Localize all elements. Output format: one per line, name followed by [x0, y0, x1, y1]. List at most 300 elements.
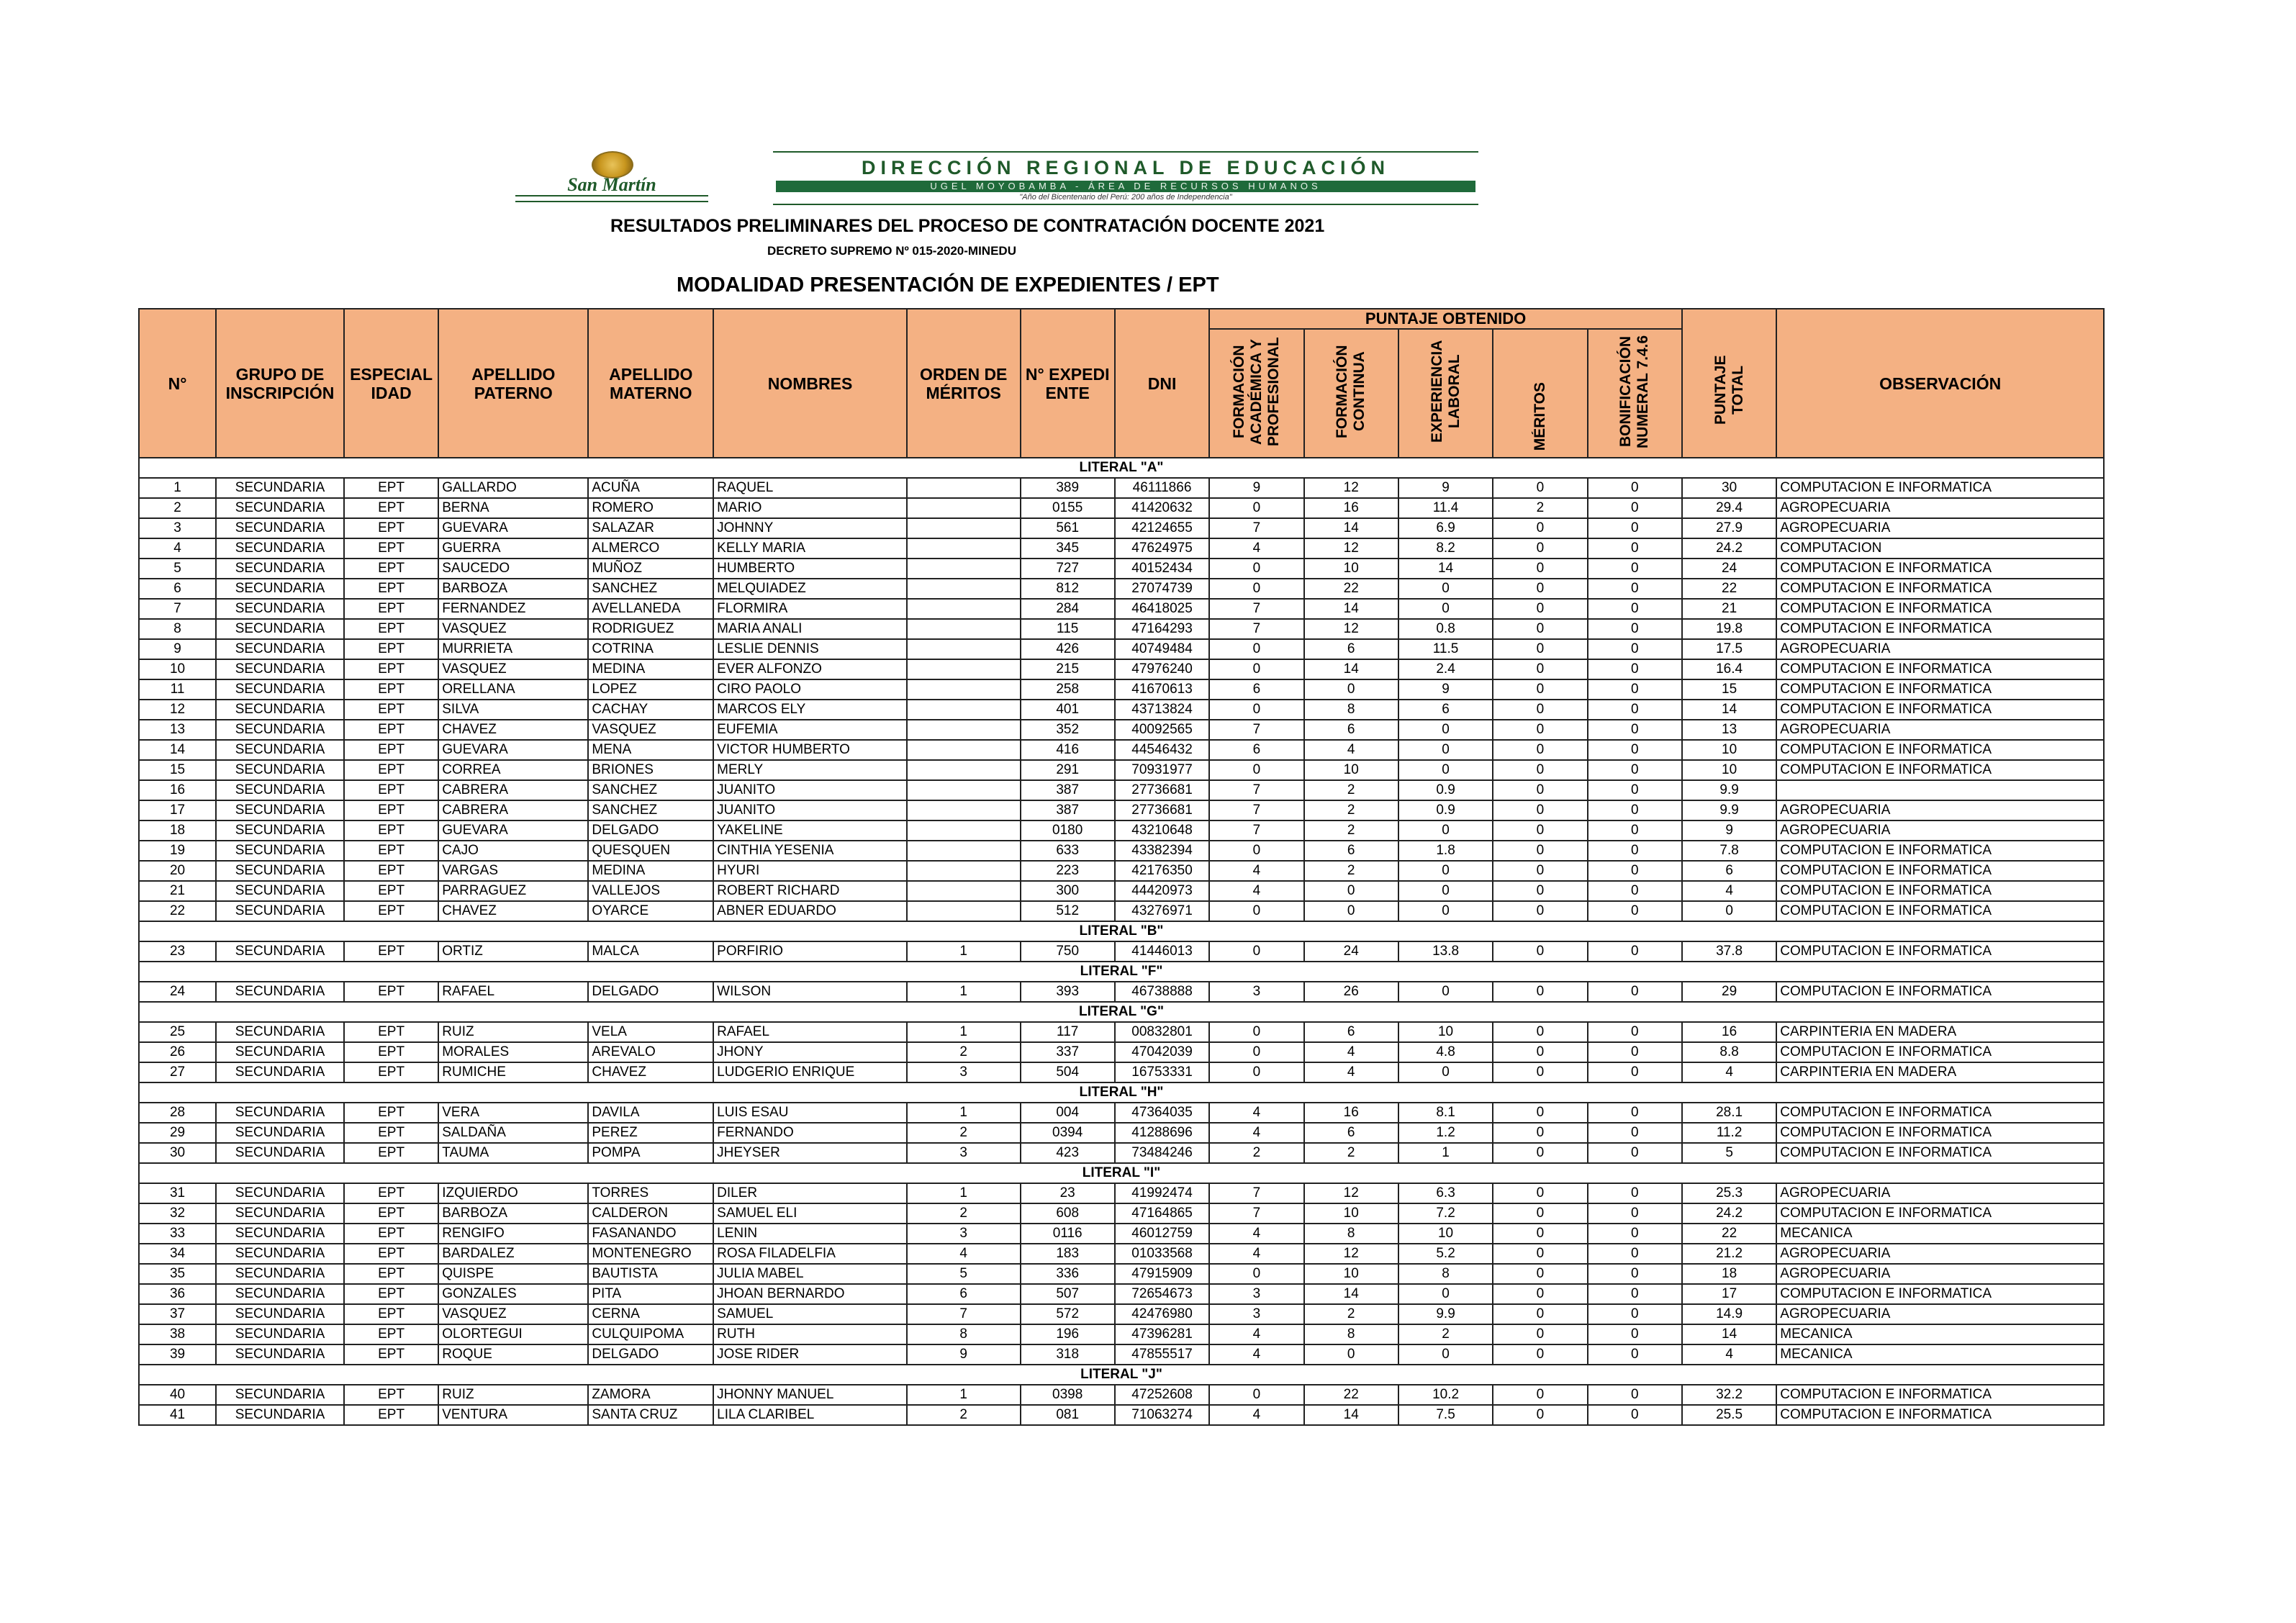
table-cell: LOPEZ	[588, 679, 713, 700]
table-cell: 9.9	[1682, 800, 1776, 820]
table-cell: 47042039	[1115, 1042, 1209, 1062]
table-cell: EPT	[344, 820, 438, 841]
table-cell: 416	[1021, 740, 1115, 760]
table-cell: SECUNDARIA	[216, 800, 344, 820]
table-row	[139, 659, 2104, 679]
table-cell: 115	[1021, 619, 1115, 639]
table-cell: 12	[1304, 1244, 1398, 1264]
table-cell: COMPUTACION E INFORMATICA	[1776, 740, 2104, 760]
table-cell: COMPUTACION E INFORMATICA	[1776, 1203, 2104, 1224]
table-cell: 2	[907, 1405, 1021, 1425]
table-cell: 22	[1682, 1224, 1776, 1244]
table-cell: 36	[139, 1284, 216, 1304]
table-cell: 0	[1209, 941, 1303, 962]
logo-underline	[515, 195, 708, 202]
table-cell: 40	[139, 1385, 216, 1405]
table-cell: 345	[1021, 538, 1115, 559]
table-cell: YAKELINE	[713, 820, 907, 841]
table-cell: 0	[1588, 1042, 1682, 1062]
table-cell: 24	[1682, 559, 1776, 579]
table-row	[139, 538, 2104, 559]
table-cell: 0	[1493, 1143, 1587, 1163]
table-cell: 0	[1493, 982, 1587, 1002]
table-cell: 73484246	[1115, 1143, 1209, 1163]
table-cell: 0	[1493, 478, 1587, 498]
table-cell: 0.9	[1398, 800, 1493, 820]
table-cell: JOHNNY	[713, 518, 907, 538]
table-cell: MERLY	[713, 760, 907, 780]
table-cell: 16	[1304, 498, 1398, 518]
table-cell: 8	[907, 1324, 1021, 1344]
table-cell: 0	[1398, 1284, 1493, 1304]
table-cell: 0	[1493, 1284, 1587, 1304]
table-cell: 300	[1021, 881, 1115, 901]
table-cell: 0	[1588, 1385, 1682, 1405]
table-cell: AGROPECUARIA	[1776, 820, 2104, 841]
table-cell: AGROPECUARIA	[1776, 1244, 2104, 1264]
table-cell: 0	[1588, 1143, 1682, 1163]
table-cell: 6	[1304, 1022, 1398, 1042]
literal-section-row	[139, 962, 2104, 982]
table-cell: 42476980	[1115, 1304, 1209, 1324]
table-cell: RAFAEL	[438, 982, 588, 1002]
table-cell: 6	[1398, 700, 1493, 720]
table-cell: 3	[907, 1224, 1021, 1244]
table-cell: EPT	[344, 760, 438, 780]
table-cell: 13	[139, 720, 216, 740]
table-row	[139, 820, 2104, 841]
table-cell: EUFEMIA	[713, 720, 907, 740]
table-row	[139, 720, 2104, 740]
table-cell: 3	[907, 1062, 1021, 1082]
table-cell: 4	[1209, 1405, 1303, 1425]
table-cell: 2	[1304, 1143, 1398, 1163]
table-cell	[907, 518, 1021, 538]
table-cell: EPT	[344, 1224, 438, 1244]
table-cell: EPT	[344, 599, 438, 619]
table-cell: 0	[1493, 1042, 1587, 1062]
table-cell: 6	[1682, 861, 1776, 881]
table-cell: CABRERA	[438, 780, 588, 800]
table-cell: EPT	[344, 861, 438, 881]
banner-band: UGEL MOYOBAMBA - ÁREA DE RECURSOS HUMANOS	[776, 181, 1475, 192]
table-row	[139, 579, 2104, 599]
table-cell: 0	[1588, 1123, 1682, 1143]
table-cell: 19	[139, 841, 216, 861]
table-cell: 0	[1398, 760, 1493, 780]
table-cell: SECUNDARIA	[216, 760, 344, 780]
table-cell: 0	[1209, 1385, 1303, 1405]
table-cell: 0	[1493, 679, 1587, 700]
table-cell: EPT	[344, 1183, 438, 1203]
table-cell: AGROPECUARIA	[1776, 800, 2104, 820]
table-cell: GUEVARA	[438, 518, 588, 538]
table-cell: SECUNDARIA	[216, 1062, 344, 1082]
literal-label: LITERAL "G"	[139, 1002, 2104, 1022]
table-cell: VASQUEZ	[438, 659, 588, 679]
table-cell: 0	[1588, 1244, 1682, 1264]
table-cell: ORELLANA	[438, 679, 588, 700]
table-cell: 0	[1209, 639, 1303, 659]
table-cell: TORRES	[588, 1183, 713, 1203]
modality-title: MODALIDAD PRESENTACIÓN DE EXPEDIENTES / EPT	[677, 273, 1219, 297]
table-cell: SALAZAR	[588, 518, 713, 538]
table-cell: EPT	[344, 579, 438, 599]
table-cell: 15	[139, 760, 216, 780]
table-cell: COMPUTACION E INFORMATICA	[1776, 941, 2104, 962]
table-cell: 0	[1493, 1183, 1587, 1203]
table-cell: COMPUTACION E INFORMATICA	[1776, 1405, 2104, 1425]
table-cell: 0	[1209, 559, 1303, 579]
table-cell: CULQUIPOMA	[588, 1324, 713, 1344]
table-cell: 0	[1588, 881, 1682, 901]
table-cell: 12	[1304, 538, 1398, 559]
table-cell: 41288696	[1115, 1123, 1209, 1143]
table-cell: EPT	[344, 1103, 438, 1123]
table-row	[139, 1203, 2104, 1224]
table-cell: 9	[1682, 820, 1776, 841]
table-cell	[907, 760, 1021, 780]
table-cell: MORALES	[438, 1042, 588, 1062]
table-cell: EPT	[344, 619, 438, 639]
table-cell: ROQUE	[438, 1344, 588, 1365]
table-cell: MARIO	[713, 498, 907, 518]
table-cell: 0	[1493, 1203, 1587, 1224]
table-cell: 20	[139, 861, 216, 881]
table-cell: 7	[1209, 780, 1303, 800]
table-cell: RODRIGUEZ	[588, 619, 713, 639]
table-row	[139, 881, 2104, 901]
table-cell: CARPINTERIA EN MADERA	[1776, 1022, 2104, 1042]
table-cell: COMPUTACION E INFORMATICA	[1776, 1143, 2104, 1163]
table-cell: 47855517	[1115, 1344, 1209, 1365]
col-header-observacion: OBSERVACIÓN	[1776, 309, 2104, 458]
table-cell: EPT	[344, 1264, 438, 1284]
table-cell: GALLARDO	[438, 478, 588, 498]
table-cell: 0	[1493, 579, 1587, 599]
table-cell: SECUNDARIA	[216, 518, 344, 538]
table-cell: 37.8	[1682, 941, 1776, 962]
table-cell: 0	[1398, 861, 1493, 881]
col-header-puntaje-total	[1682, 309, 1776, 458]
table-cell: RAQUEL	[713, 478, 907, 498]
table-cell: 1	[907, 1385, 1021, 1405]
table-cell: VALLEJOS	[588, 881, 713, 901]
table-cell: ACUÑA	[588, 478, 713, 498]
table-row	[139, 1062, 2104, 1082]
table-cell: MALCA	[588, 941, 713, 962]
table-row	[139, 982, 2104, 1002]
table-row	[139, 619, 2104, 639]
table-cell: 10	[1304, 760, 1398, 780]
table-cell: 750	[1021, 941, 1115, 962]
table-cell: 0	[1588, 518, 1682, 538]
table-cell	[907, 881, 1021, 901]
table-cell: EPT	[344, 800, 438, 820]
table-cell: 4	[1304, 740, 1398, 760]
table-cell: 24.2	[1682, 1203, 1776, 1224]
table-cell: SECUNDARIA	[216, 700, 344, 720]
table-cell: 0	[1493, 720, 1587, 740]
table-cell: 26	[139, 1042, 216, 1062]
table-cell: 1	[907, 1103, 1021, 1123]
table-cell: SECUNDARIA	[216, 740, 344, 760]
col-header-n: N°	[139, 309, 216, 458]
table-cell: EVER ALFONZO	[713, 659, 907, 679]
table-cell	[907, 841, 1021, 861]
table-cell: 0	[1493, 518, 1587, 538]
table-cell: 10	[1304, 1264, 1398, 1284]
table-cell: CARPINTERIA EN MADERA	[1776, 1062, 2104, 1082]
table-cell: COMPUTACION E INFORMATICA	[1776, 1103, 2104, 1123]
table-cell: BAUTISTA	[588, 1264, 713, 1284]
table-row	[139, 1042, 2104, 1062]
table-cell	[907, 820, 1021, 841]
table-cell: SECUNDARIA	[216, 780, 344, 800]
table-cell: 0	[1398, 1344, 1493, 1365]
table-cell: EPT	[344, 700, 438, 720]
table-cell: EPT	[344, 1143, 438, 1163]
table-cell: 40092565	[1115, 720, 1209, 740]
table-cell: 2	[1304, 800, 1398, 820]
table-cell: COMPUTACION E INFORMATICA	[1776, 599, 2104, 619]
literal-section-row	[139, 1002, 2104, 1022]
table-cell: 3	[907, 1143, 1021, 1163]
table-cell: JHONNY MANUEL	[713, 1385, 907, 1405]
table-cell: MURRIETA	[438, 639, 588, 659]
table-row	[139, 1183, 2104, 1203]
col-header-apellido-materno: APELLIDO MATERNO	[588, 309, 713, 458]
table-cell: COMPUTACION E INFORMATICA	[1776, 559, 2104, 579]
table-cell: 72654673	[1115, 1284, 1209, 1304]
table-cell: 9.9	[1398, 1304, 1493, 1324]
table-cell: SECUNDARIA	[216, 639, 344, 659]
table-cell: SANTA CRUZ	[588, 1405, 713, 1425]
table-cell: 15	[1682, 679, 1776, 700]
table-cell: 7	[1209, 1183, 1303, 1203]
table-cell: 0	[1209, 1042, 1303, 1062]
table-cell: DELGADO	[588, 1344, 713, 1365]
table-cell: 22	[1682, 579, 1776, 599]
banner-motto: "Año del Bicentenario del Perú: 200 años de Independencia"	[1019, 193, 1232, 202]
table-cell: 8.8	[1682, 1042, 1776, 1062]
table-cell: 0	[1493, 538, 1587, 559]
table-cell: 19.8	[1682, 619, 1776, 639]
table-cell: 25	[139, 1022, 216, 1042]
table-cell: EPT	[344, 659, 438, 679]
table-cell: COTRINA	[588, 639, 713, 659]
table-cell: SECUNDARIA	[216, 1224, 344, 1244]
table-cell	[907, 538, 1021, 559]
table-row	[139, 700, 2104, 720]
table-cell: CALDERON	[588, 1203, 713, 1224]
formacion-continua-label: FORMACIÓN CONTINUA	[1334, 345, 1368, 438]
table-cell: 2	[907, 1042, 1021, 1062]
table-cell: 284	[1021, 599, 1115, 619]
col-header-experiencia-laboral	[1398, 329, 1493, 458]
table-cell: 401	[1021, 700, 1115, 720]
col-header-nombres: NOMBRES	[713, 309, 907, 458]
table-cell: EPT	[344, 720, 438, 740]
table-cell: 10	[139, 659, 216, 679]
table-cell: RUIZ	[438, 1385, 588, 1405]
table-cell: AGROPECUARIA	[1776, 1264, 2104, 1284]
table-cell: SECUNDARIA	[216, 679, 344, 700]
table-cell: 17	[139, 800, 216, 820]
table-cell: AGROPECUARIA	[1776, 518, 2104, 538]
table-row	[139, 1123, 2104, 1143]
table-cell: JHEYSER	[713, 1143, 907, 1163]
table-cell: COMPUTACION E INFORMATICA	[1776, 679, 2104, 700]
table-cell: 23	[139, 941, 216, 962]
table-cell: 28.1	[1682, 1103, 1776, 1123]
table-cell: 1	[907, 1183, 1021, 1203]
table-cell: JUANITO	[713, 780, 907, 800]
table-cell: 6	[907, 1284, 1021, 1304]
table-cell: MECANICA	[1776, 1224, 2104, 1244]
table-cell: ROSA FILADELFIA	[713, 1244, 907, 1264]
table-cell: 0	[1493, 1385, 1587, 1405]
table-row	[139, 780, 2104, 800]
col-header-puntaje-obtenido: PUNTAJE OBTENIDO	[1209, 309, 1682, 329]
col-header-formacion-continua	[1304, 329, 1398, 458]
table-cell: 7	[1209, 518, 1303, 538]
table-cell: HUMBERTO	[713, 559, 907, 579]
table-row	[139, 1103, 2104, 1123]
table-cell: 47976240	[1115, 659, 1209, 679]
table-cell: 4	[1209, 1344, 1303, 1365]
table-cell	[907, 780, 1021, 800]
table-cell: COMPUTACION E INFORMATICA	[1776, 841, 2104, 861]
table-cell: 0	[1588, 579, 1682, 599]
col-header-formacion-academica	[1209, 329, 1303, 458]
table-cell: 29	[1682, 982, 1776, 1002]
table-cell	[907, 800, 1021, 820]
table-cell: 9	[907, 1344, 1021, 1365]
table-cell: GONZALES	[438, 1284, 588, 1304]
table-cell: 4	[1209, 1224, 1303, 1244]
table-cell: COMPUTACION E INFORMATICA	[1776, 659, 2104, 679]
table-cell: ZAMORA	[588, 1385, 713, 1405]
table-cell: 0	[1588, 679, 1682, 700]
table-cell	[907, 720, 1021, 740]
table-cell: 32.2	[1682, 1385, 1776, 1405]
table-cell: COMPUTACION E INFORMATICA	[1776, 881, 2104, 901]
table-cell: 0	[1493, 1304, 1587, 1324]
table-cell: GUERRA	[438, 538, 588, 559]
table-cell: 10	[1304, 559, 1398, 579]
table-cell: 10	[1398, 1022, 1493, 1042]
table-cell: 0	[1588, 559, 1682, 579]
table-cell: 0	[1304, 881, 1398, 901]
table-cell: 40749484	[1115, 639, 1209, 659]
table-cell: 0	[1588, 1344, 1682, 1365]
table-cell: VASQUEZ	[588, 720, 713, 740]
table-cell: COMPUTACION E INFORMATICA	[1776, 1284, 2104, 1304]
table-cell: 0	[1493, 841, 1587, 861]
table-cell: 0	[1588, 740, 1682, 760]
table-cell: 71063274	[1115, 1405, 1209, 1425]
table-cell: 2	[1398, 1324, 1493, 1344]
table-cell: 4	[1209, 1244, 1303, 1264]
table-cell: 14	[1682, 700, 1776, 720]
table-cell: 0	[1588, 1022, 1682, 1042]
literal-section-row	[139, 921, 2104, 941]
table-cell: 43382394	[1115, 841, 1209, 861]
table-cell: 561	[1021, 518, 1115, 538]
table-cell: GUEVARA	[438, 820, 588, 841]
table-cell: 2	[907, 1123, 1021, 1143]
table-cell: 727	[1021, 559, 1115, 579]
col-header-dni: DNI	[1115, 309, 1209, 458]
table-cell: 223	[1021, 861, 1115, 881]
table-cell: 0	[1588, 1284, 1682, 1304]
table-cell: SAUCEDO	[438, 559, 588, 579]
table-cell: 1	[907, 941, 1021, 962]
table-cell: EPT	[344, 1123, 438, 1143]
table-cell: 16	[1304, 1103, 1398, 1123]
table-cell	[907, 659, 1021, 679]
table-cell: 7	[1209, 1203, 1303, 1224]
table-cell: EPT	[344, 518, 438, 538]
table-cell: SECUNDARIA	[216, 659, 344, 679]
table-cell: 35	[139, 1264, 216, 1284]
table-cell: 318	[1021, 1344, 1115, 1365]
table-cell: 0	[1588, 538, 1682, 559]
table-cell: SECUNDARIA	[216, 498, 344, 518]
table-cell: 0	[1493, 1405, 1587, 1425]
experiencia-laboral-label: EXPERIENCIA LABORAL	[1428, 340, 1463, 443]
table-cell: 0	[1588, 478, 1682, 498]
table-cell	[907, 740, 1021, 760]
table-cell: SANCHEZ	[588, 780, 713, 800]
table-cell: ROMERO	[588, 498, 713, 518]
table-cell: 081	[1021, 1405, 1115, 1425]
gobierno-regional-logo	[508, 151, 715, 199]
table-cell: 38	[139, 1324, 216, 1344]
table-cell: EPT	[344, 941, 438, 962]
table-cell: 46012759	[1115, 1224, 1209, 1244]
table-row	[139, 941, 2104, 962]
table-cell: 7	[1209, 720, 1303, 740]
table-cell: 0	[1588, 1264, 1682, 1284]
table-cell: 5	[139, 559, 216, 579]
table-cell: 46418025	[1115, 599, 1209, 619]
table-row	[139, 1324, 2104, 1344]
table-cell: 7	[139, 599, 216, 619]
table-cell: 0	[1493, 780, 1587, 800]
table-cell: 0	[1493, 760, 1587, 780]
table-cell: 42176350	[1115, 861, 1209, 881]
table-cell: 0	[1398, 982, 1493, 1002]
table-cell: 12	[139, 700, 216, 720]
table-cell: 41420632	[1115, 498, 1209, 518]
table-cell: 41	[139, 1405, 216, 1425]
table-cell: PEREZ	[588, 1123, 713, 1143]
table-cell: 0	[1398, 1062, 1493, 1082]
table-cell: VARGAS	[438, 861, 588, 881]
table-cell: 6	[1209, 679, 1303, 700]
table-cell: DELGADO	[588, 982, 713, 1002]
table-cell: EPT	[344, 639, 438, 659]
table-cell: 31	[139, 1183, 216, 1203]
table-cell: 812	[1021, 579, 1115, 599]
table-cell: 0	[1493, 820, 1587, 841]
table-cell: SECUNDARIA	[216, 1123, 344, 1143]
meritos-label: MÉRITOS	[1531, 381, 1548, 451]
table-cell: 0	[1588, 659, 1682, 679]
table-cell: 0	[1209, 659, 1303, 679]
